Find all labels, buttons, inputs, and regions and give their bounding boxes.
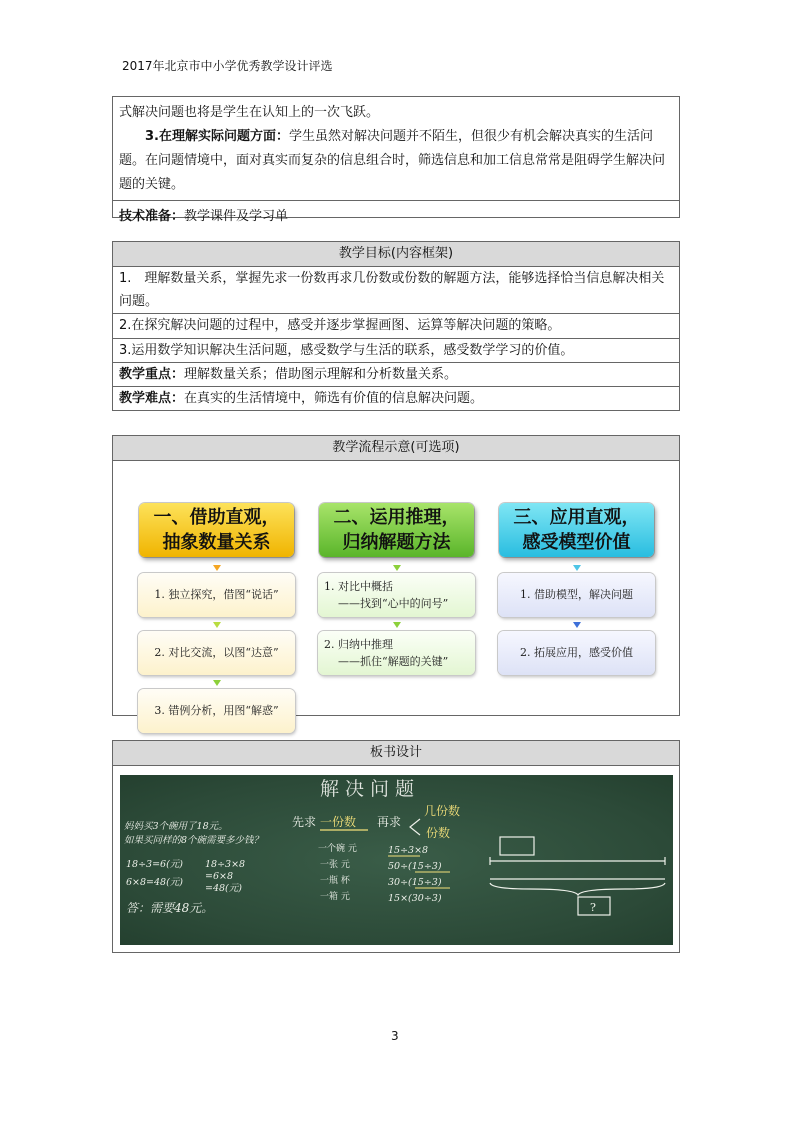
difficulty-text: 在真实的生活情境中，筛选有价值的信息解决问题。 bbox=[184, 391, 484, 407]
brace-icon bbox=[410, 819, 420, 835]
chalk-problem-line1: 妈妈买3个碗用了18元。 bbox=[124, 821, 228, 832]
arrow-down-icon bbox=[213, 680, 221, 686]
chalk-calc-b2: =6×8 bbox=[205, 871, 234, 882]
page-header: 2017年北京市中小学优秀教学设计评选 bbox=[122, 59, 333, 73]
stage-3-line1: 三、应用直观， bbox=[513, 507, 640, 528]
item3-text: 学生虽然对解决问题并不陌生，但很少有机会解决真实的生活问题。在问题情境中，面对真实而复杂的信息组合时，筛选信息和加工信息常常是阻碍学生解决问题的关键。 bbox=[119, 129, 666, 192]
chalk-unit-box bbox=[500, 837, 534, 855]
chalk-one-part: 一份数 bbox=[320, 815, 357, 829]
stage-3-line2: 感受模型价值 bbox=[522, 532, 631, 553]
flow-stage-1-header bbox=[139, 503, 294, 557]
key-label: 教学重点： bbox=[119, 366, 185, 382]
chalk-unit-1: 一个碗 元 bbox=[318, 844, 357, 854]
objective-item-3: 3.运用数学知识解决生活问题，感受数学与生活的联系，感受数学学习的价值。 bbox=[113, 338, 679, 362]
difficulty-label: 教学难点： bbox=[119, 391, 185, 407]
chalk-title: 解决问题 bbox=[320, 778, 421, 800]
objective-item-1: 1. 理解数量关系，掌握先求一份数再求几份数或份数的解题方法，能够选择恰当信息解决相关问题。 bbox=[119, 271, 665, 310]
stage-1-step-2: 2. 对比交流，以图“达意” bbox=[138, 631, 295, 675]
chalk-eq-3: 30÷(15÷3) bbox=[388, 877, 442, 888]
stage-2-step-1-line1: 1. 对比中概括 bbox=[324, 580, 393, 593]
chalk-eq-2: 50÷(15÷3) bbox=[388, 861, 442, 872]
arrow-down-icon bbox=[393, 565, 401, 571]
flow-diagram bbox=[113, 461, 679, 717]
stage-2-line1: 二、运用推理， bbox=[333, 507, 460, 528]
blackboard-chalk bbox=[120, 775, 673, 945]
intro-box bbox=[112, 96, 680, 224]
flow-title: 教学流程示意(可选项) bbox=[113, 436, 679, 461]
chalk-problem-line2: 如果买同样的8个碗需要多少钱？ bbox=[124, 835, 264, 846]
board-title: 板书设计 bbox=[113, 741, 679, 766]
arrow-down-icon bbox=[573, 565, 581, 571]
chalk-eq-4: 15×(30÷3) bbox=[388, 893, 442, 904]
chalk-brace bbox=[490, 883, 665, 895]
chalk-unit-4: 一箱 元 bbox=[320, 892, 350, 902]
stage-2-step-1-line2: ——找到“心中的问号” bbox=[338, 597, 449, 610]
intro-line1: 式解决问题也将是学生在认知上的一次飞跃。 bbox=[119, 105, 380, 120]
stage-1-step-3: 3. 错例分析，用图“解惑” bbox=[138, 689, 295, 733]
flow-stage-2-header bbox=[319, 503, 474, 557]
stage-2-step-2 bbox=[318, 631, 475, 675]
stage-2-step-1 bbox=[318, 573, 475, 617]
tech-text: 教学课件及学习单 bbox=[184, 209, 289, 224]
stage-2-step-2-line1: 2. 归纳中推理 bbox=[324, 638, 393, 651]
segment-diagram bbox=[490, 837, 665, 915]
key-point-row bbox=[113, 362, 679, 386]
chalk-number-of-parts: 份数 bbox=[426, 826, 451, 840]
intro-item3 bbox=[119, 125, 673, 197]
chalk-answer: 答：需要48元。 bbox=[126, 901, 214, 915]
page-number: 3 bbox=[391, 1029, 399, 1043]
chalk-several-parts: 几份数 bbox=[424, 804, 461, 818]
arrow-down-icon bbox=[213, 622, 221, 628]
flow-box bbox=[112, 435, 680, 716]
objectives-box bbox=[112, 241, 680, 411]
flow-stage-3-header bbox=[499, 503, 654, 557]
arrow-down-icon bbox=[213, 565, 221, 571]
chalk-unit-3: 一瓶 杯 bbox=[320, 876, 350, 886]
chalk-eq-1: 15÷3×8 bbox=[388, 845, 429, 856]
item3-label: 3.在理解实际问题方面： bbox=[145, 129, 289, 144]
board-design-box bbox=[112, 740, 680, 953]
arrow-down-icon bbox=[393, 622, 401, 628]
chalk-calc-a1: 18÷3=6(元) bbox=[126, 859, 184, 870]
chalk-first-find: 先求 bbox=[292, 815, 317, 829]
objective-item-2: 2.在探究解决问题的过程中，感受并逐步掌握画图、运算等解决问题的策略。 bbox=[113, 313, 679, 337]
chalk-calc-a2: 6×8=48(元) bbox=[126, 877, 184, 888]
intro-analysis bbox=[113, 97, 679, 200]
stage-1-line1: 一、借助直观， bbox=[153, 507, 280, 528]
objectives-title: 教学目标(内容框架) bbox=[113, 242, 679, 267]
chalk-unit-2: 一张 元 bbox=[320, 860, 350, 870]
arrow-down-icon bbox=[573, 622, 581, 628]
stage-1-step-1: 1. 独立探究，借图“说话” bbox=[138, 573, 295, 617]
blackboard-photo bbox=[120, 775, 673, 945]
stage-3-step-1: 1. 借助模型，解决问题 bbox=[498, 573, 655, 617]
chalk-then-find: 再求 bbox=[377, 815, 402, 829]
tech-prep-row bbox=[113, 200, 679, 232]
tech-label: 技术准备： bbox=[119, 209, 185, 224]
stage-1-line2: 抽象数量关系 bbox=[162, 532, 271, 553]
key-text: 理解数量关系；借助图示理解和分析数量关系。 bbox=[184, 366, 458, 382]
stage-2-step-2-line2: ——抓住“解题的关键” bbox=[338, 655, 449, 668]
chalk-calc-b3: =48(元) bbox=[205, 883, 242, 894]
stage-2-line2: 归纳解题方法 bbox=[342, 532, 451, 553]
chalk-calc-b1: 18÷3×8 bbox=[205, 859, 246, 870]
stage-3-step-2: 2. 拓展应用，感受价值 bbox=[498, 631, 655, 675]
difficulty-row bbox=[113, 386, 679, 410]
chalk-question-mark: ? bbox=[590, 901, 596, 914]
